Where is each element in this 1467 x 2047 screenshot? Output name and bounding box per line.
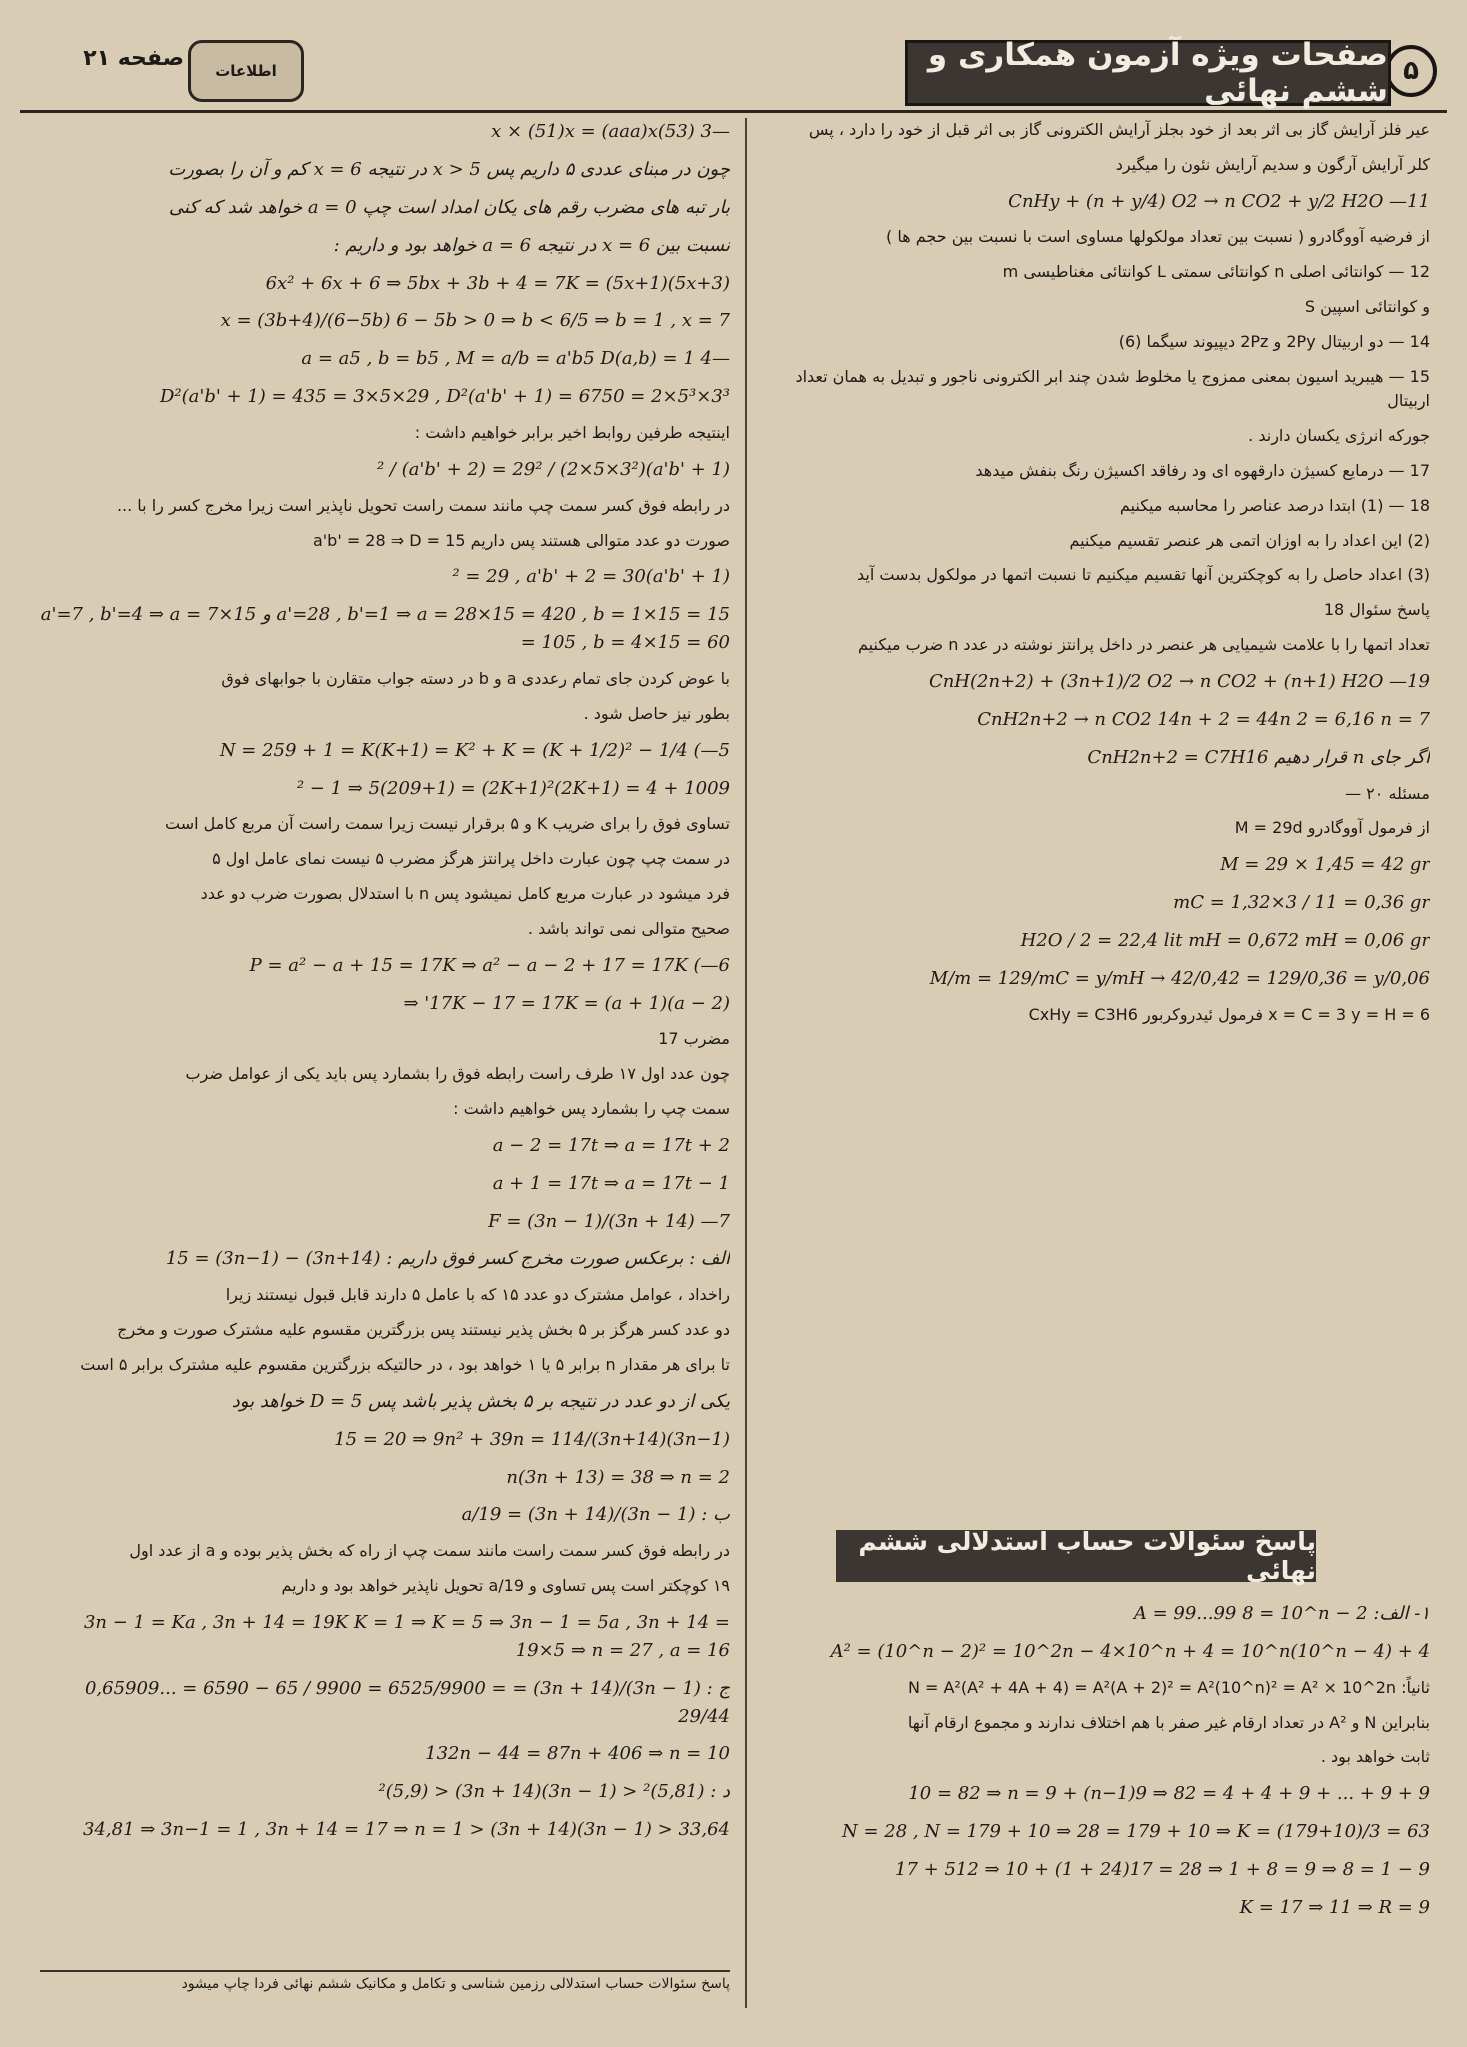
solution-line-text: —3 (53)x × (51)x = (aaa)x — [491, 121, 730, 142]
solution-line-text: (a'b' + 1)² / (a'b' + 2) = 29² / (2×5×3²) — [376, 458, 730, 480]
answer-line — [770, 424, 1430, 449]
solution-line-text: (a'b' + 1)² = 29 , a'b' + 2 = 30 — [452, 566, 730, 588]
solution-line-text: D²(a'b' + 1) = 435 = 3×5×29 , D²(a'b' + 1) = 6750 = 2×5³×3³ — [160, 386, 730, 408]
solution-line-text: راخداد ، عوامل مشترک دو عدد ۱۵ که با عامل ۵ دارند قابل قبول نیستند زیرا — [225, 1285, 730, 1305]
section-number: ۵ — [1385, 45, 1437, 97]
solution-line — [40, 1170, 730, 1198]
solution-line-text: الف : برعکس صورت مخرج کسر فوق داریم : (3n+14) − (3n−1) = 15 — [165, 1248, 730, 1270]
solution-line — [40, 847, 730, 872]
answer-line — [770, 744, 1430, 772]
answer-line — [770, 633, 1430, 658]
header-rule — [20, 110, 1447, 113]
solution-line — [40, 270, 730, 298]
solution-line — [40, 563, 730, 591]
answer-line — [770, 153, 1430, 178]
solution-line-text: دو عدد کسر هرگز بر ۵ بخش پذیر نیستند پس بزرگترین مقسوم علیه مشترک صورت و مخرج — [117, 1320, 730, 1340]
solution-line — [40, 667, 730, 692]
solution-line-text: (a − 2)(a + 1) = 17K − 17 = 17K' ⇒ — [403, 992, 730, 1014]
answer-line-text: x = C = 3 y = H = 6 فرمول ئیدروکربور CxHy = C3H6 — [1028, 1004, 1430, 1024]
answer-line — [770, 459, 1430, 484]
solution-line — [40, 1426, 730, 1454]
solution-line — [40, 812, 730, 837]
solution-line-text: n(3n + 13) = 38 ⇒ n = 2 — [506, 1466, 730, 1488]
solution-line-text: با عوض کردن جای تمام رعددی a و b در دسته جواب متقارن با جوابهای فوق — [221, 669, 730, 689]
solution-line — [40, 1097, 730, 1122]
solution-line — [40, 1027, 730, 1052]
math-answer-line — [770, 1894, 1430, 1922]
solution-line — [40, 990, 730, 1018]
answer-line-text: M = 29 × 1,45 = 42 gr — [1220, 854, 1430, 876]
newspaper-logo: اطلاعات — [188, 40, 304, 102]
answer-line-text: تعداد اتمها را با علامت شیمیایی هر عنصر در داخل پرانتز نوشته در عدد n ضرب میکنیم — [858, 635, 1430, 655]
solution-line-text: فرد میشود در عبارت مربع کامل نمیشود پس n با استدلال بصورت ضرب دو عدد — [200, 884, 730, 904]
solution-line-text: بطور نیز حاصل شود . — [583, 703, 730, 723]
solution-line — [40, 1675, 730, 1731]
answer-line-text: عیر فلز آرایش گاز بی اثر بعد از خود بجلز آرایش الکترونی گاز بی اثر قبل از خود را دارد ، پس — [808, 120, 1430, 139]
solution-line-text: (5x+3)(5x+1) = 6x² + 6x + 6 ⇒ 5bx + 3b + 4 = 7K — [265, 272, 730, 294]
right-column-math — [770, 1600, 1430, 2000]
solution-line-text: د : (5,81)² < (3n − 1)(3n + 14) < (5,9)² — [378, 1781, 730, 1803]
solution-line — [40, 1464, 730, 1492]
answer-line-text: جورکه انرژی یکسان دارند . — [1248, 426, 1430, 446]
solution-line — [40, 1132, 730, 1160]
solution-line — [40, 156, 730, 184]
solution-line — [40, 383, 730, 411]
math-answer-line — [770, 1711, 1430, 1736]
left-column — [40, 118, 730, 1998]
solution-line-text: 1009 + 4 = (2K+1)² − 1 ⇒ 5(209+1) = (2K+1)² — [296, 777, 730, 799]
section-heading: پاسخ سئوالات حساب استدلالی ششم نهائی — [836, 1530, 1316, 1582]
solution-line — [40, 194, 730, 222]
solution-line-text: x = (3b+4)/(6−5b) 6 − 5b > 0 ⇒ b < 6/5 ⇒ b = 1 , x = 7 — [220, 310, 730, 332]
solution-line — [40, 917, 730, 942]
solution-line — [40, 882, 730, 907]
answer-line-text: 15 — هیبرید اسیون بمعنی ممزوج یا مخلوط شدن چند ابر الکترونی ناجور و تبدیل به همان تعداد اربیتال — [795, 366, 1430, 411]
math-answer-line — [770, 1780, 1430, 1808]
answer-line — [770, 706, 1430, 734]
solution-line-text: —4 a = a5 , b = b5 , M = a/b = a'b5 D(a,b) = 1 — [301, 348, 730, 370]
answer-line-text: CnHy + (n + y/4) O2 → n CO2 + y/2 H2O —11 — [1008, 190, 1430, 212]
solution-line-text: 33,64 < (3n − 1)(3n + 14) < 34,81 ⇒ 3n−1 = 1 , 3n + 14 = 17 ⇒ n = 1 — [83, 1819, 730, 1841]
right-column — [770, 118, 1430, 1558]
solution-line — [40, 494, 730, 519]
solution-line-text: مضرب 17 — [658, 1029, 730, 1049]
solution-line — [40, 775, 730, 803]
solution-line — [40, 1740, 730, 1768]
solution-line-text: تساوی فوق را برای ضریب K و ۵ برقرار نیست زیرا سمت راست آن مربع کامل است — [165, 814, 730, 834]
answer-line-text: 18 — (1) ابتدا درصد عناصر را محاسبه میکنیم — [1119, 495, 1430, 515]
math-answer-line — [770, 1745, 1430, 1770]
page-banner: صفحات ویژه آزمون همکاری و ششم نهائی — [905, 40, 1391, 106]
answer-line — [770, 494, 1430, 519]
solution-line-text: (3n−1)(3n+14)/15 = 20 ⇒ 9n² + 39n = 114 — [334, 1428, 730, 1450]
answer-line — [770, 260, 1430, 285]
answer-line-text: اگر جای n قرار دهیم CnH2n+2 = C7H16 — [1087, 746, 1430, 768]
answer-line — [770, 668, 1430, 696]
answer-line — [770, 816, 1430, 841]
answer-line-text: کلر آرایش آرگون و سدیم آرایش نئون را میگیرد — [1115, 154, 1430, 174]
answer-line — [770, 889, 1430, 917]
solution-line — [40, 1208, 730, 1236]
solution-line-text: a − 2 = 17t ⇒ a = 17t + 2 — [492, 1134, 730, 1156]
solution-line — [40, 1283, 730, 1308]
solution-line-text: صورت دو عدد متوالی هستند پس داریم a'b' = 28 ⇒ D = 15 — [312, 530, 730, 550]
solution-line-text: اینتیجه طرفین روابط اخیر برابر خواهیم داشت : — [414, 423, 730, 443]
answer-line — [770, 782, 1430, 807]
solution-line-text: 132n − 44 = 87n + 406 ⇒ n = 10 — [425, 1743, 730, 1765]
solution-line-text: a + 1 = 17t ⇒ a = 17t − 1 — [492, 1172, 730, 1194]
solution-line — [40, 1574, 730, 1599]
solution-line — [40, 952, 730, 980]
solution-line-text: 3n − 1 = Ka , 3n + 14 = 19K K = 1 ⇒ K = 5 ⇒ 3n − 1 = 5a , 3n + 14 = 19×5 ⇒ n = 27 , a = 16 — [83, 1611, 730, 1661]
page-number-label: صفحه ۲۱ — [83, 46, 184, 71]
math-answer-line-text: 9 + 9 + ... + 9 + 4 + 4 = 82 ⇒ 9(n−1) + 10 = 82 ⇒ n = 9 — [908, 1783, 1430, 1805]
solution-line — [40, 456, 730, 484]
solution-line-text: ۱۹ کوچکتر است پس تساوی و a/19 تحویل ناپذیر خواهد بود و داریم — [281, 1576, 730, 1596]
solution-line — [40, 421, 730, 446]
solution-line — [40, 118, 730, 146]
solution-line — [40, 1245, 730, 1273]
solution-line — [40, 1501, 730, 1529]
answer-line-text: و کوانتائی اسپین S — [1304, 297, 1430, 317]
solution-line — [40, 1318, 730, 1343]
math-answer-line — [770, 1600, 1430, 1628]
answer-line-text: از فرمول آووگادرو M = 29d — [1234, 818, 1430, 838]
solution-line-text: نسبت بین x = 6 در نتیجه a = 6 خواهد بود و داریم : — [333, 234, 730, 256]
solution-line — [40, 1388, 730, 1416]
answer-line-text: CnH2n+2 → n CO2 14n + 2 = 44n 2 = 6,16 n = 7 — [977, 708, 1430, 730]
solution-line — [40, 1816, 730, 1844]
answer-line-text: پاسخ سئوال 18 — [1323, 600, 1430, 620]
answer-line — [770, 1003, 1430, 1028]
math-answer-line-text: A² = (10^n − 2)² = 10^2n − 4×10^n + 4 = 10^n(10^n − 4) + 4 — [830, 1640, 1430, 1662]
column-divider — [745, 118, 747, 2008]
math-answer-line — [770, 1818, 1430, 1846]
solution-line-text: در سمت چپ چون عبارت داخل پرانتز هرگز مضرب ۵ نیست نمای عامل اول ۵ — [212, 849, 730, 869]
solution-line-text: a'=28 , b'=1 ⇒ a = 28×15 = 420 , b = 1×15 = 15 و a'=7 , b'=4 ⇒ a = 7×15 = 105 , b = 4×15 = 60 — [40, 604, 730, 654]
math-answer-line — [770, 1638, 1430, 1666]
answer-line-text: M/m = 129/mC = y/mH → 42/0,42 = 129/0,36 = y/0,06 — [929, 967, 1430, 989]
solution-line-text: چون عدد اول ۱۷ طرف راست رابطه فوق را بشمارد پس باید یکی از عوامل ضرب — [185, 1064, 730, 1084]
solution-line — [40, 737, 730, 765]
solution-line-text: سمت چپ را بشمارد پس خواهیم داشت : — [453, 1099, 730, 1119]
solution-line-text: در رابطه فوق کسر سمت چپ مانند سمت راست تحویل ناپذیر است زیرا مخرج کسر را با ... — [116, 495, 730, 515]
answer-line — [770, 365, 1430, 415]
solution-line-text: N = 259 + 1 = K(K+1) = K² + K = (K + 1/2)² − 1/4 (—5 — [219, 739, 730, 761]
math-answer-line-text: ۱- الف: A = 99...99 8 = 10^n − 2 — [1133, 1603, 1430, 1624]
answer-line — [770, 598, 1430, 623]
solution-line — [40, 1609, 730, 1665]
solution-line — [40, 702, 730, 727]
solution-line — [40, 1062, 730, 1087]
solution-line — [40, 601, 730, 657]
answer-line-text: (3) اعداد حاصل را به کوچکترین آنها تقسیم میکنیم تا نسبت اتمها در مولکول بدست آید — [856, 565, 1430, 585]
answer-line-text: mC = 1,32×3 / 11 = 0,36 gr — [1173, 892, 1430, 913]
solution-line — [40, 307, 730, 335]
solution-line-text: یکی از دو عدد در نتیجه بر ۵ بخش پذیر باشد پس D = 5 خواهد بود — [231, 1390, 730, 1412]
solution-line-text: ج : (3n − 1)/(3n + 14) = 0,65909... = 6590 − 65 / 9900 = 6525/9900 = 29/44 — [84, 1677, 730, 1727]
math-answer-line-text: K = 17 ⇒ 11 ⇒ R = 9 — [1239, 1896, 1430, 1918]
math-answer-line-text: N = 28 , N = 179 + 10 ⇒ 28 = 179 + 10 ⇒ K = (179+10)/3 = 63 — [842, 1821, 1430, 1843]
solution-line — [40, 1778, 730, 1806]
solution-line-text: چون در مبنای عددی ۵ داریم پس x > 5 در نتیجه x = 6 کم و آن را بصورت — [168, 158, 730, 180]
answer-line-text: H2O / 2 = 22,4 lit mH = 0,672 mH = 0,06 gr — [1020, 929, 1430, 951]
answer-line-text: 14 — دو اربیتال 2Py و 2Pz دیپیوند سیگما (6) — [1118, 331, 1430, 351]
solution-line — [40, 1353, 730, 1378]
math-answer-line-text: بنابراین N و A² در تعداد ارقام غیر صفر با هم اختلاف ندارند و مجموع ارقام آنها — [907, 1712, 1430, 1732]
footnote: پاسخ سئوالات حساب استدلالی رزمین شناسی و تکامل و مکانیک ششم نهائی فردا چاپ میشود — [40, 1970, 730, 2006]
answer-line-text: (2) این اعداد را به اوزان اتمی هر عنصر تقسیم میکنیم — [1069, 530, 1430, 550]
solution-line-text: F = (3n − 1)/(3n + 14) —7 — [488, 1210, 730, 1232]
solution-line-text: در رابطه فوق کسر سمت راست مانند سمت چپ از راه که بخش پذیر بوده و a از عدد اول — [129, 1541, 730, 1561]
math-answer-line — [770, 1676, 1430, 1701]
answer-line — [770, 225, 1430, 250]
math-answer-line — [770, 1856, 1430, 1884]
solution-line-text: ب : (3n − 1)/(3n + 14) = a/19 — [461, 1504, 730, 1526]
answer-line-text: مسئله ۲۰ — — [1345, 783, 1430, 803]
solution-line-text: بار تبه های مضرب رقم های یکان امداد است چپ a = 0 خواهد شد که کنی — [168, 196, 730, 218]
solution-line — [40, 1539, 730, 1564]
answer-line — [770, 295, 1430, 320]
answer-line — [770, 965, 1430, 993]
answer-line-text: 17 — درمایع کسیژن دارقهوه ای ود رفاقد اکسیژن رنگ بنفش میدهد — [975, 461, 1430, 481]
math-answer-line-text: ثابت خواهد بود . — [1320, 1747, 1430, 1767]
answer-line-text: 12 — کوانتائی اصلی n کوانتائی سمتی L کوانتائی مغناطیسی m — [1002, 262, 1430, 282]
solution-line-text: صحیح متوالی نمی تواند باشد . — [527, 918, 730, 938]
answer-line — [770, 851, 1430, 879]
answer-line — [770, 118, 1430, 143]
answer-line — [770, 330, 1430, 355]
solution-line-text: P = a² − a + 15 = 17K ⇒ a² − a − 2 + 17 = 17K (—6 — [249, 954, 730, 976]
answer-line-text: CnH(2n+2) + (3n+1)/2 O2 → n CO2 + (n+1) H2O —19 — [928, 670, 1430, 692]
math-answer-line-text: ثانیاً: N = A²(A² + 4A + 4) = A²(A + 2)² = A²(10^n)² = A² × 10^2n — [907, 1677, 1430, 1697]
answer-line — [770, 927, 1430, 955]
answer-line — [770, 563, 1430, 588]
answer-line-text: از فرضیه آووگادرو ( نسبت بین تعداد مولکولها مساوی است با نسبت بین حجم ها ) — [886, 227, 1430, 247]
solution-line — [40, 232, 730, 260]
answer-line — [770, 188, 1430, 216]
answer-line — [770, 529, 1430, 554]
math-answer-line-text: 9 − 1 = 8 ⇒ 9 = 8 + 1 ⇒ 28 = 17(24 + 1) + 10 ⇒ 512 + 17 — [895, 1858, 1430, 1880]
solution-line — [40, 345, 730, 373]
solution-line — [40, 529, 730, 554]
solution-line-text: تا برای هر مقدار n برابر ۵ یا ۱ خواهد بود ، در حالتیکه بزرگترین مقسوم علیه مشترک برابر ۵ است — [80, 1354, 730, 1374]
